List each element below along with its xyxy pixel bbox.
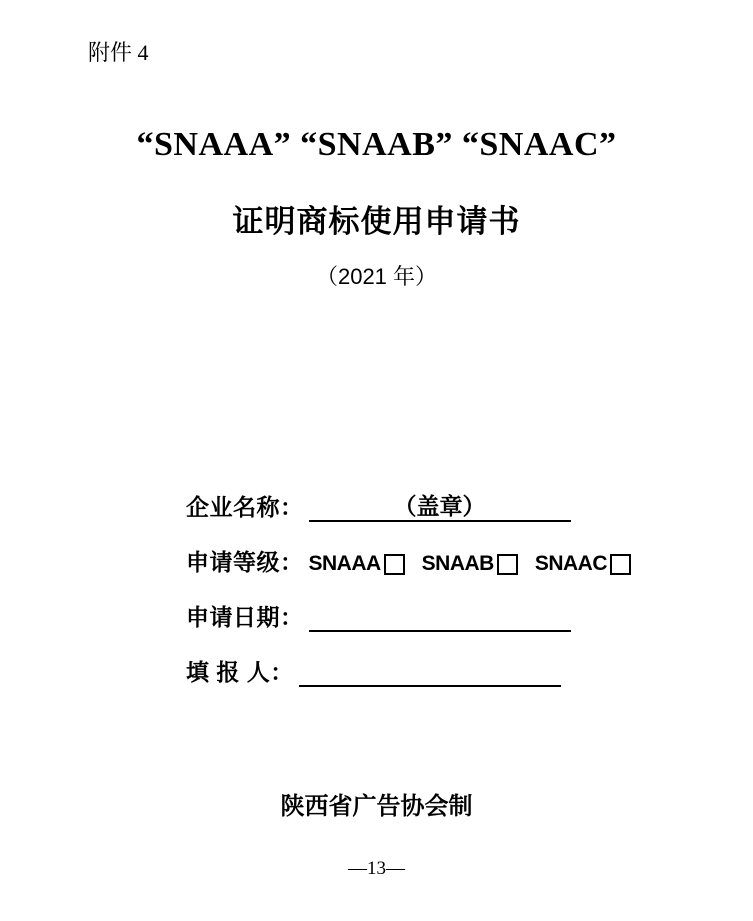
grade-option-snaac-label: SNAAC: [534, 552, 608, 575]
seal-hint: （盖章）: [393, 493, 486, 519]
checkbox-snaab[interactable]: [497, 554, 518, 575]
grade-option-snaab-label: SNAAB: [421, 552, 494, 575]
grade-option-snaaa-label: SNAAA: [308, 552, 381, 575]
document-title: 证明商标使用申请书: [232, 204, 521, 239]
company-name-input-line[interactable]: [309, 491, 571, 522]
checkbox-snaac[interactable]: [610, 554, 631, 575]
form-row-application-date: [186, 602, 586, 632]
application-date-input-line[interactable]: [309, 601, 571, 632]
grade-option-snaab: [422, 550, 518, 577]
application-grade-label: 申请等级：: [186, 549, 304, 575]
filler-name-label: 填 报 人：: [186, 659, 294, 685]
company-name-label: 企业名称：: [186, 494, 304, 520]
issuing-organization: 陕西省广告协会制: [280, 794, 473, 820]
application-date-label: 申请日期：: [186, 604, 304, 630]
page-number: —13—: [348, 858, 405, 879]
document-year: （2021 年）: [315, 264, 438, 289]
form-row-application-grade: [186, 547, 608, 577]
form-row-company-name: [186, 492, 586, 522]
grade-options: [309, 550, 632, 577]
application-form: [186, 492, 608, 712]
grade-option-snaaa: [309, 550, 405, 577]
checkbox-snaaa[interactable]: [384, 554, 405, 575]
document-title-trademarks: “SNAAA” “SNAAB” “SNAAC”: [136, 126, 617, 163]
filler-name-input-line[interactable]: [299, 656, 561, 687]
form-row-filler-name: [186, 657, 586, 687]
attachment-label: 附件 4: [88, 40, 149, 65]
grade-option-snaac: [535, 550, 631, 577]
